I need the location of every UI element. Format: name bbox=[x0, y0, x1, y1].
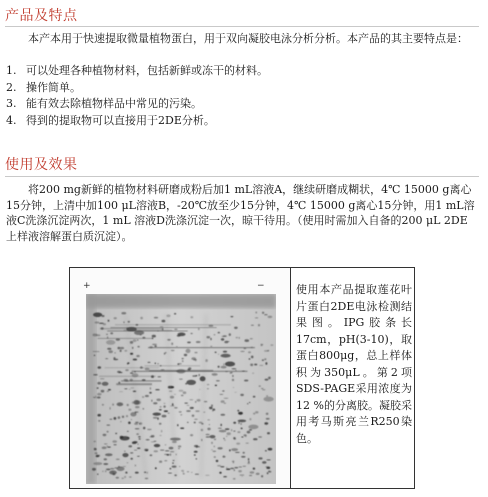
features-heading: 产品及特点 bbox=[5, 8, 78, 24]
feature-item-text: 得到的提取物可以直接用于2DE分析。 bbox=[26, 113, 215, 127]
gel-cathode-label: − bbox=[257, 281, 265, 291]
feature-item-text: 操作简单。 bbox=[26, 80, 81, 94]
gel-picture bbox=[86, 294, 276, 484]
features-intro: 本产本用于快速提取微量植物蛋白，用于双向凝胶电泳分析分析。本产品的其主要特点是： bbox=[28, 32, 468, 45]
usage-heading: 使用及效果 bbox=[5, 157, 78, 173]
figure-divider bbox=[290, 268, 291, 488]
feature-item-text: 可以处理各种植物材料，包括新鲜或冻干的材料。 bbox=[26, 64, 268, 77]
feature-item bbox=[6, 113, 476, 130]
feature-item-number: 3. bbox=[6, 97, 17, 110]
features-divider bbox=[5, 26, 479, 27]
feature-item bbox=[6, 96, 476, 113]
gel-image bbox=[70, 268, 290, 488]
figure-caption: 使用本产品提取莲花叶片蛋白2DE电泳检测结果图。IPG胶条长17cm，pH(3-10)，取蛋白800μg，总上样体积为350μL。第2项SDS-PAGE采用浓度为12 %的分离胶。凝胶采用考马斯亮兰R250染色。 bbox=[296, 283, 412, 445]
feature-item-number: 4. bbox=[6, 113, 17, 127]
features-list bbox=[6, 63, 476, 129]
usage-text: 将200 mg新鲜的植物材料研磨成粉后加1 mL溶液A，继续研磨成糊状，4℃ 15000 g离心15分钟，上清中加100 μL溶液B，-20℃放至少15分钟，4℃ 15000 g离心15分钟，用1 mL溶液C洗涤沉淀两次，1 mL 溶液D洗涤沉淀一次，晾干待用。（使用时需加入自备的200 μL 2DE上样液溶解蛋白质沉淀）。 bbox=[6, 183, 475, 243]
usage-divider bbox=[5, 176, 479, 177]
gel-anode-label: + bbox=[83, 281, 91, 291]
figure-box bbox=[69, 267, 415, 489]
feature-item-number: 1. bbox=[6, 64, 17, 77]
feature-item-text: 能有效去除植物样品中常见的污染。 bbox=[26, 97, 202, 110]
feature-item-number: 2. bbox=[6, 80, 17, 94]
feature-item bbox=[6, 80, 476, 97]
feature-item bbox=[6, 63, 476, 80]
